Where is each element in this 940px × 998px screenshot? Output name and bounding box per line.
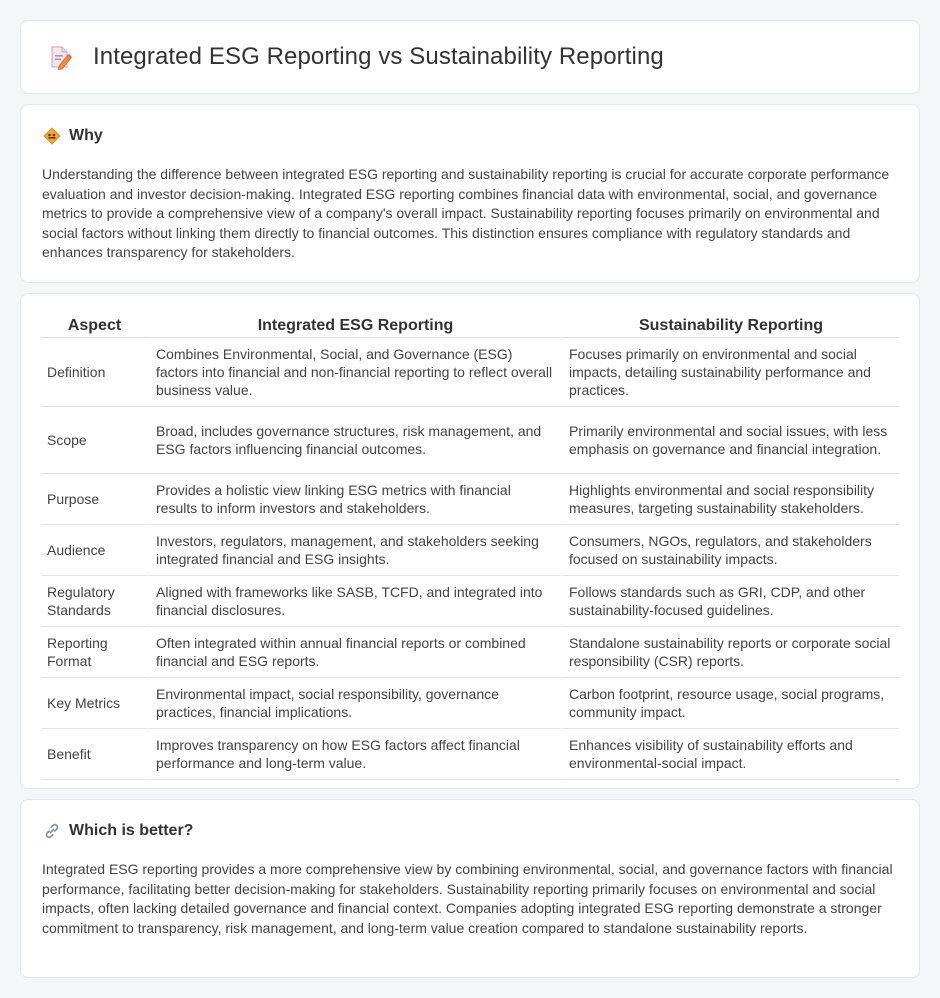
table-row bbox=[41, 407, 899, 474]
cell-sustainability: Consumers, NGOs, regulators, and stakeholders focused on sustainability impacts. bbox=[561, 525, 899, 576]
cell-esg: Aligned with frameworks like SASB, TCFD, and integrated into financial disclosures. bbox=[148, 576, 561, 627]
cell-aspect: Scope bbox=[41, 407, 148, 474]
cell-aspect: Purpose bbox=[41, 474, 148, 525]
which-is-better-body: Integrated ESG reporting provides a more comprehensive view by combining environmental, social, and governance factors with financial performance, facilitating better decision-making for stakeholders. Sustainability reporting primarily focuses on environmental and social impacts, often lacking detailed governance and financial context. Companies adopting integrated ESG reporting demonstrate a stronger commitment to transparency, risk management, and long-term value creation compared to standalone sustainability reports. bbox=[42, 861, 893, 936]
comparison-table bbox=[41, 314, 899, 780]
header-sustainability: Sustainability Reporting bbox=[561, 314, 899, 338]
table-row bbox=[41, 525, 899, 576]
table-row bbox=[41, 338, 899, 407]
cell-sustainability: Enhances visibility of sustainability efforts and environmental-social impact. bbox=[561, 729, 899, 780]
cell-esg: Improves transparency on how ESG factors affect financial performance and long-term value. bbox=[148, 729, 561, 780]
cell-aspect: Reporting Format bbox=[41, 627, 148, 678]
table-row bbox=[41, 474, 899, 525]
header-integrated-esg: Integrated ESG Reporting bbox=[148, 314, 561, 338]
which-is-better-title: Which is better? bbox=[69, 822, 194, 839]
cell-sustainability: Highlights environmental and social responsibility measures, targeting sustainability stakeholders. bbox=[561, 474, 899, 525]
cell-aspect: Definition bbox=[41, 338, 148, 407]
cell-aspect: Benefit bbox=[41, 729, 148, 780]
cell-aspect: Audience bbox=[41, 525, 148, 576]
cell-esg: Broad, includes governance structures, risk management, and ESG factors influencing financial outcomes. bbox=[148, 407, 561, 474]
cell-sustainability: Standalone sustainability reports or corporate social responsibility (CSR) reports. bbox=[561, 627, 899, 678]
cell-aspect: Regulatory Standards bbox=[41, 576, 148, 627]
table-row bbox=[41, 627, 899, 678]
why-title: Why bbox=[69, 127, 103, 144]
table-row bbox=[41, 729, 899, 780]
page-title: Integrated ESG Reporting vs Sustainability Reporting bbox=[93, 43, 664, 70]
header-card bbox=[20, 20, 920, 94]
diamond-road-sign-icon bbox=[43, 127, 61, 145]
cell-sustainability: Follows standards such as GRI, CDP, and other sustainability-focused guidelines. bbox=[561, 576, 899, 627]
table-row bbox=[41, 576, 899, 627]
cell-esg: Provides a holistic view linking ESG metrics with financial results to inform investors and stakeholders. bbox=[148, 474, 561, 525]
document-pencil-icon bbox=[47, 44, 73, 70]
cell-esg: Environmental impact, social responsibility, governance practices, financial implications. bbox=[148, 678, 561, 729]
cell-sustainability: Primarily environmental and social issues, with less emphasis on governance and financial integration. bbox=[561, 407, 899, 474]
why-section bbox=[20, 104, 920, 283]
cell-esg: Investors, regulators, management, and stakeholders seeking integrated financial and ESG insights. bbox=[148, 525, 561, 576]
header-aspect: Aspect bbox=[41, 314, 148, 338]
cell-sustainability: Carbon footprint, resource usage, social programs, community impact. bbox=[561, 678, 899, 729]
why-body: Understanding the difference between integrated ESG reporting and sustainability reporting is crucial for accurate corporate performance evaluation and investor decision-making. Integrated ESG reporting combines financial data with environmental, social, and governance metrics to provide a comprehensive view of a company's overall impact. Sustainability reporting focuses primarily on environmental and social factors without linking them directly to financial outcomes. This distinction ensures compliance with regulatory standards and enhances transparency for stakeholders. bbox=[42, 166, 890, 261]
which-is-better-section bbox=[20, 799, 920, 978]
cell-esg: Combines Environmental, Social, and Governance (ESG) factors into financial and non-financial reporting to reflect overall business value. bbox=[148, 338, 561, 407]
cell-esg: Often integrated within annual financial reports or combined financial and ESG reports. bbox=[148, 627, 561, 678]
cell-aspect: Key Metrics bbox=[41, 678, 148, 729]
cell-sustainability: Focuses primarily on environmental and social impacts, detailing sustainability performance and practices. bbox=[561, 338, 899, 407]
comparison-table-card bbox=[20, 293, 920, 789]
link-icon bbox=[43, 822, 61, 840]
table-row bbox=[41, 678, 899, 729]
table-header-row bbox=[41, 314, 899, 338]
